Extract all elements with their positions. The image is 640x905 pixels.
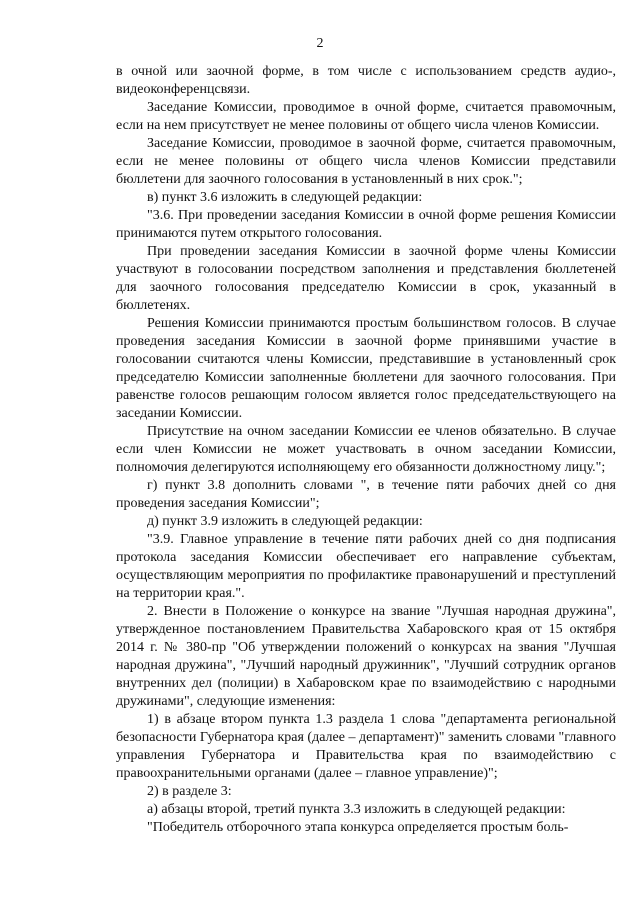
- paragraph: "3.9. Главное управление в течение пяти рабочих дней со дня подписания протокола заседания Комиссии обеспечивает его направление субъектам, осуществляющим мероприятия по профилактике правонарушений и преступлений на территории края.".: [116, 532, 616, 601]
- paragraph: г) пункт 3.8 дополнить словами ", в течение пяти рабочих дней со дня проведения заседания Комиссии";: [116, 478, 616, 511]
- paragraph: в) пункт 3.6 изложить в следующей редакции:: [147, 190, 423, 205]
- paragraph: 2) в разделе 3:: [147, 784, 232, 799]
- paragraph: д) пункт 3.9 изложить в следующей редакции:: [147, 514, 423, 529]
- paragraph: в очной или заочной форме, в том числе с использованием средств аудио-, видеоконференцсвязи.: [116, 64, 616, 97]
- paragraph: Решения Комиссии принимаются простым большинством голосов. В случае проведения заседания Комиссии в заочной форме принявшими участие в голосовании считаются члены Комиссии, представившие в установленный срок председателю Комиссии заполненные бюллетени для заочного голосования. При равенстве голосов решающим голосом является голос председательствующего на заседании Комиссии.: [116, 316, 616, 421]
- paragraph: а) абзацы второй, третий пункта 3.3 изложить в следующей редакции:: [147, 802, 566, 817]
- paragraph: 2. Внести в Положение о конкурсе на звание "Лучшая народная дружина", утвержденное постановлением Правительства Хабаровского края от 15 октября 2014 г. № 380-пр "Об утверждении положений о конкурсах на звания "Лучшая народная дружина", "Лучший народный дружинник", "Лучший сотрудник органов внутренних дел (полиции) в Хабаровском крае по взаимодействию с народными дружинами", следующие изменения:: [116, 604, 616, 709]
- document-body: [116, 63, 616, 837]
- paragraph: Присутствие на очном заседании Комиссии ее членов обязательно. В случае если член Комиссии не может участвовать в очном заседании Комиссии, полномочия делегируются исполняющему его обязанности должностному лицу.";: [116, 424, 616, 475]
- paragraph: Заседание Комиссии, проводимое в заочной форме, считается правомочным, если не менее половины от общего числа членов Комиссии представили бюллетени для заочного голосования в установленный в них срок.";: [116, 136, 616, 187]
- paragraph: 1) в абзаце втором пункта 1.3 раздела 1 слова "департамента региональной безопасности Губернатора края (далее – департамент)" заменить словами "главного управления Губернатора и Правительства края по взаимодействию с правоохранительными органами (далее – главное управление)";: [116, 712, 616, 781]
- paragraph: При проведении заседания Комиссии в заочной форме члены Комиссии участвуют в голосовании посредством заполнения и представления бюллетеней для заочного голосования председателю Комиссии в срок, указанный в бюллетенях.: [116, 244, 616, 313]
- paragraph: Заседание Комиссии, проводимое в очной форме, считается правомочным, если на нем присутствует не менее половины от общего числа членов Комиссии.: [116, 100, 616, 133]
- paragraph: "3.6. При проведении заседания Комиссии в очной форме решения Комиссии принимаются путем открытого голосования.: [116, 208, 616, 241]
- page-number: 2: [316, 36, 324, 51]
- paragraph: "Победитель отборочного этапа конкурса определяется простым боль-: [147, 820, 569, 835]
